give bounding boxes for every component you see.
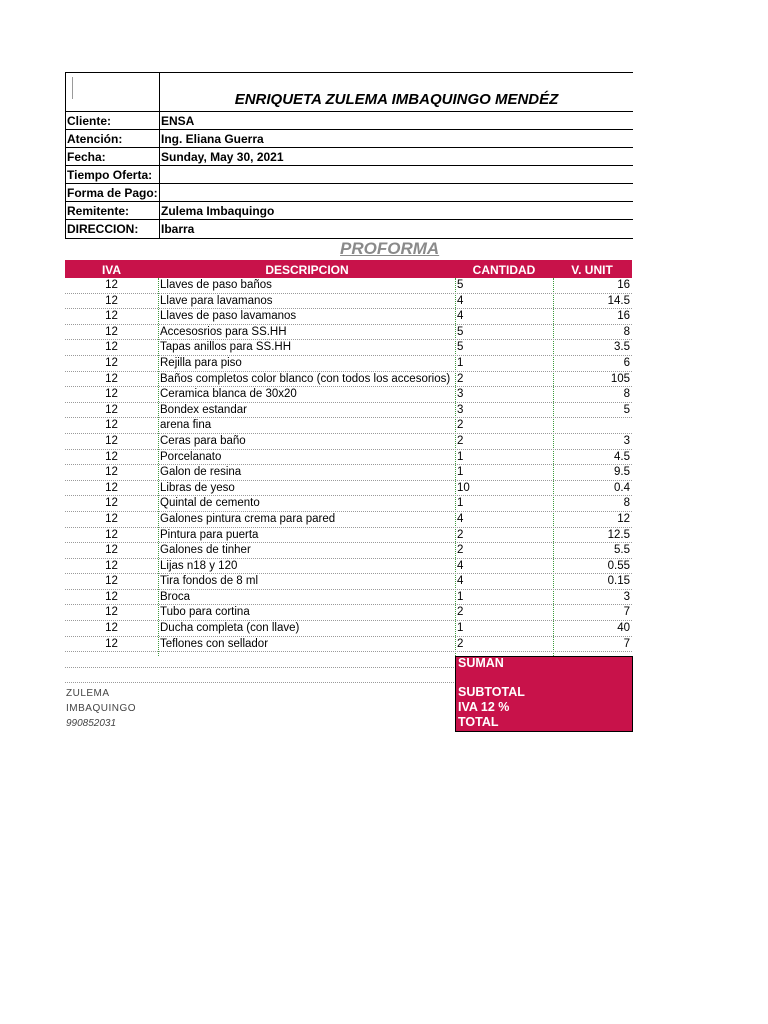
table-row	[65, 574, 632, 590]
unit-price-cell: 0.15	[607, 575, 630, 588]
field-row-fecha	[66, 147, 633, 166]
column-header-cantidad: CANTIDAD	[472, 263, 536, 277]
iva-cell: 12	[105, 356, 118, 369]
table-row	[65, 605, 632, 621]
unit-price-cell: 0.4	[614, 481, 630, 494]
field-value: Ibarra	[161, 222, 195, 236]
table-row	[65, 356, 632, 372]
description-cell: Galones de tinher	[160, 544, 251, 557]
table-row	[65, 403, 632, 419]
field-row-tiempo-oferta	[66, 165, 633, 184]
quantity-cell: 4	[457, 512, 464, 525]
description-cell: Tubo para cortina	[160, 606, 250, 619]
table-row	[65, 450, 632, 466]
column-header-iva: IVA	[101, 263, 122, 277]
table-row	[65, 481, 632, 497]
description-cell: Ceramica blanca de 30x20	[160, 388, 297, 401]
iva-cell: 12	[105, 528, 118, 541]
quantity-cell: 1	[457, 590, 464, 603]
description-cell: Galon de resina	[160, 466, 242, 479]
description-cell: Llaves de paso baños	[160, 279, 272, 291]
quantity-cell: 2	[457, 528, 464, 541]
quantity-cell: 1	[457, 497, 464, 510]
field-row-direccion	[66, 219, 633, 239]
table-row	[65, 418, 632, 434]
iva-cell: 12	[105, 466, 118, 479]
description-cell: Libras de yeso	[160, 481, 235, 494]
iva-cell: 12	[105, 590, 118, 603]
quantity-cell: 2	[457, 434, 464, 447]
unit-price-cell: 7	[623, 606, 630, 619]
unit-price-cell: 0.55	[607, 559, 630, 572]
quantity-cell: 1	[457, 622, 464, 635]
field-label: DIRECCION:	[67, 222, 139, 236]
quantity-cell: 10	[457, 481, 470, 494]
quantity-cell: 2	[457, 544, 464, 557]
quantity-cell: 2	[457, 419, 464, 432]
table-row	[65, 621, 632, 637]
cell-marker	[72, 77, 73, 99]
quantity-cell: 4	[457, 294, 464, 307]
unit-price-cell: 40	[617, 622, 630, 635]
total-label: TOTAL	[458, 715, 499, 729]
description-cell: Ducha completa (con llave)	[160, 622, 300, 635]
field-value: Sunday, May 30, 2021	[161, 150, 284, 164]
items-table	[65, 278, 632, 683]
iva-cell: 12	[105, 403, 118, 416]
quantity-cell: 4	[457, 310, 464, 323]
description-cell: Llaves de paso lavamanos	[160, 310, 297, 323]
field-label: Forma de Pago:	[67, 186, 158, 200]
unit-price-cell: 12	[617, 512, 630, 525]
field-value: Ing. Eliana Guerra	[161, 132, 264, 146]
iva-cell: 12	[105, 512, 118, 525]
totals-box	[455, 656, 633, 732]
table-row	[65, 309, 632, 325]
quantity-cell: 2	[457, 372, 464, 385]
unit-price-cell: 3.5	[614, 341, 630, 354]
field-label: Cliente:	[67, 114, 112, 128]
unit-price-cell: 4.5	[614, 450, 630, 463]
description-cell: Rejilla para piso	[160, 356, 242, 369]
iva-cell: 12	[105, 544, 118, 557]
iva-cell: 12	[105, 341, 118, 354]
unit-price-cell: 8	[623, 388, 630, 401]
suman-label: SUMAN	[458, 656, 504, 670]
iva-cell: 12	[105, 279, 118, 291]
iva-label: IVA 12 %	[458, 700, 510, 714]
iva-cell: 12	[105, 559, 118, 572]
field-row-cliente	[66, 111, 633, 130]
field-row-remitente	[66, 201, 633, 220]
table-row	[65, 465, 632, 481]
description-cell: Pintura para puerta	[160, 528, 259, 541]
unit-price-cell: 5	[623, 403, 630, 416]
field-label: Remitente:	[67, 204, 130, 218]
table-header	[65, 260, 632, 278]
quantity-cell: 1	[457, 356, 464, 369]
unit-price-cell: 12.5	[607, 528, 630, 541]
quantity-cell: 2	[457, 637, 464, 650]
iva-cell: 12	[105, 419, 118, 432]
iva-cell: 12	[105, 310, 118, 323]
iva-cell: 12	[105, 637, 118, 650]
unit-price-cell: 3	[623, 590, 630, 603]
field-row-forma-pago	[66, 183, 633, 202]
description-cell: Teflones con sellador	[160, 637, 269, 650]
iva-cell: 12	[105, 294, 118, 307]
quantity-cell: 4	[457, 575, 464, 588]
unit-price-cell: 8	[623, 497, 630, 510]
table-row	[65, 637, 632, 653]
table-row	[65, 372, 632, 388]
table-row	[65, 434, 632, 450]
iva-cell: 12	[105, 606, 118, 619]
signature-name-line1: ZULEMA	[66, 688, 110, 699]
iva-cell: 12	[105, 575, 118, 588]
table-row	[65, 294, 632, 310]
field-row-atencion	[66, 129, 633, 148]
description-cell: Galones pintura crema para pared	[160, 512, 336, 525]
company-name: ENRIQUETA ZULEMA IMBAQUINGO MENDÉZ	[234, 91, 559, 108]
table-row	[65, 543, 632, 559]
proforma-title: PROFORMA	[340, 239, 440, 258]
unit-price-cell: 16	[617, 310, 630, 323]
description-cell: Broca	[160, 590, 191, 603]
iva-cell: 12	[105, 497, 118, 510]
table-row	[65, 496, 632, 512]
field-label: Atención:	[67, 132, 123, 146]
quantity-cell: 3	[457, 403, 464, 416]
description-cell: Lijas n18 y 120	[160, 559, 238, 572]
unit-price-cell: 105	[610, 372, 630, 385]
description-cell: Llave para lavamanos	[160, 294, 273, 307]
unit-price-cell: 7	[623, 637, 630, 650]
description-cell: Porcelanato	[160, 450, 222, 463]
column-header-descripcion: DESCRIPCION	[265, 263, 349, 277]
unit-price-cell: 3	[623, 434, 630, 447]
unit-price-cell: 14.5	[607, 294, 630, 307]
field-value: ENSA	[161, 114, 195, 128]
iva-cell: 12	[105, 450, 118, 463]
quantity-cell: 5	[457, 279, 464, 291]
iva-cell: 12	[105, 372, 118, 385]
description-cell: Quintal de cemento	[160, 497, 260, 510]
table-row	[65, 340, 632, 356]
field-value: Zulema Imbaquingo	[161, 204, 275, 218]
unit-price-cell: 16	[617, 279, 630, 291]
description-cell: arena fina	[160, 419, 212, 432]
unit-price-cell: 8	[623, 325, 630, 338]
iva-cell: 12	[105, 434, 118, 447]
quantity-cell: 1	[457, 450, 464, 463]
quantity-cell: 2	[457, 606, 464, 619]
unit-price-cell: 6	[623, 356, 630, 369]
quantity-cell: 5	[457, 341, 464, 354]
field-label: Fecha:	[67, 150, 106, 164]
description-cell: Baños completos color blanco (con todos los accesorios)	[160, 372, 451, 385]
quantity-cell: 1	[457, 466, 464, 479]
subtotal-label: SUBTOTAL	[458, 685, 525, 699]
table-row	[65, 278, 632, 294]
description-cell: Ceras para baño	[160, 434, 246, 447]
table-row	[65, 590, 632, 606]
table-row	[65, 387, 632, 403]
iva-cell: 12	[105, 325, 118, 338]
unit-price-cell: 5.5	[614, 544, 630, 557]
description-cell: Bondex estandar	[160, 403, 247, 416]
iva-cell: 12	[105, 622, 118, 635]
signature-phone: 990852031	[66, 718, 117, 729]
table-row	[65, 512, 632, 528]
table-row	[65, 528, 632, 544]
description-cell: Accesosrios para SS.HH	[160, 325, 287, 338]
unit-price-cell: 9.5	[614, 466, 630, 479]
quantity-cell: 5	[457, 325, 464, 338]
iva-cell: 12	[105, 481, 118, 494]
quantity-cell: 3	[457, 388, 464, 401]
description-cell: Tapas anillos para SS.HH	[160, 341, 292, 354]
iva-cell: 12	[105, 388, 118, 401]
description-cell: Tira fondos de 8 ml	[160, 575, 259, 588]
field-label: Tiempo Oferta:	[67, 168, 153, 182]
quantity-cell: 4	[457, 559, 464, 572]
table-row	[65, 559, 632, 575]
column-header-v-unit: V. UNIT	[571, 263, 613, 277]
table-row	[65, 325, 632, 341]
signature-name-line2: IMBAQUINGO	[66, 703, 137, 714]
header-block	[65, 72, 633, 239]
